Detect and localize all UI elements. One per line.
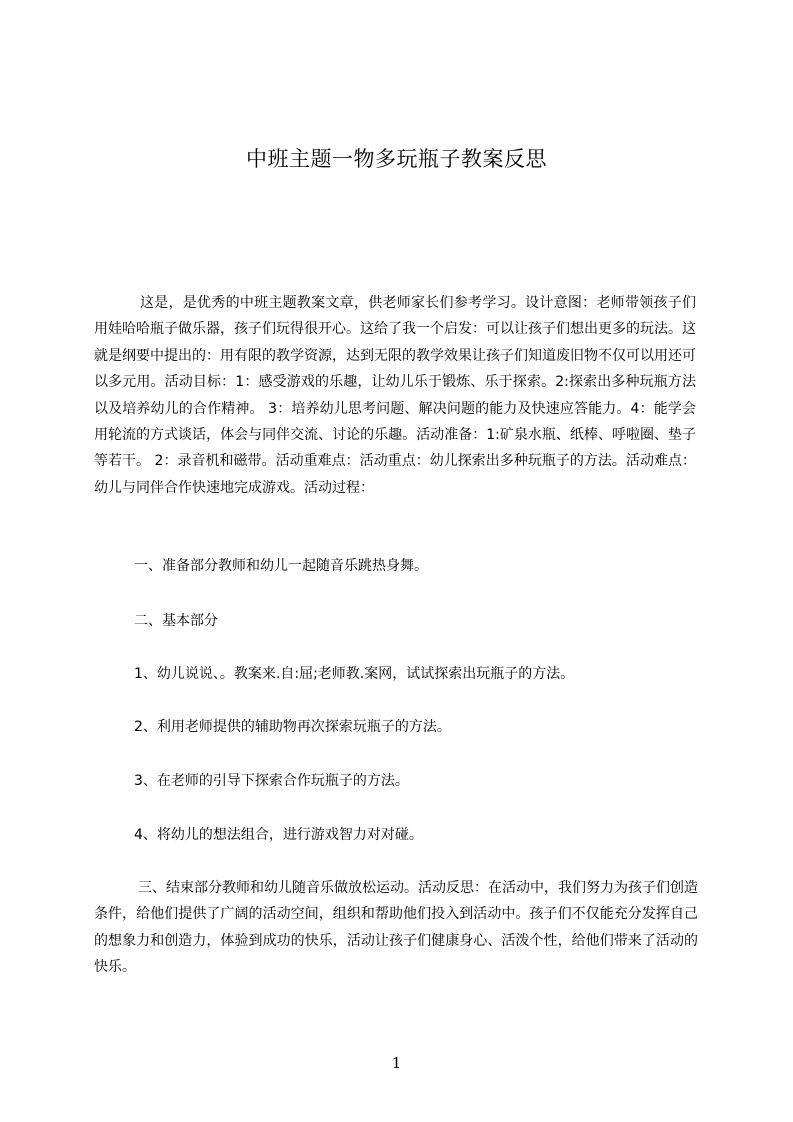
closing-paragraph: 三、结束部分教师和幼儿随音乐做放松运动。活动反思：在活动中，我们努力为孩子们创造条件，给他们提供了广阔的活动空间，组织和帮助他们投入到活动中。孩子们不仅能充分发挥自己的想象力和创造力，体验到成功的快乐，活动让孩子们健康身心、活泼个性，给他们带来了活动的快乐。 <box>94 880 698 976</box>
step-2: 2、利用老师提供的辅助物再次探索玩瓶子的方法。 <box>134 719 451 735</box>
section-basic: 二、基本部分 <box>134 613 218 629</box>
step-3: 3、在老师的引导下探索合作玩瓶子的方法。 <box>134 773 409 789</box>
section-preparation: 一、准备部分教师和幼儿一起随音乐跳热身舞。 <box>134 558 428 574</box>
document-title: 中班主题一物多玩瓶子教案反思 <box>246 147 547 171</box>
intro-paragraph: 这是，是优秀的中班主题教案文章，供老师家长们参考学习。设计意图：老师带领孩子们用娃哈哈瓶子做乐器，孩子们玩得很开心。这给了我一个启发：可以让孩子们想出更多的玩法。这就是纲要中提出的：用有限的教学资源，达到无限的教学效果让孩子们知道废旧物不仅可以用还可以多元用。活动目标：1：感受游戏的乐趣，让幼儿乐于锻炼、乐于探索。2:探索出多种玩瓶方法以及培养幼儿的合作精神。 3：培养幼儿思考问题、解决问题的能力及快速应答能力。4：能学会用轮流的方式谈话，体会与同伴交流、讨论的乐趣。活动准备：1:矿泉水瓶、纸棒、呼啦圈、垫子等若干。 2：录音机和磁带。活动重难点：活动重点：幼儿探索出多种玩瓶子的方法。活动难点：幼儿与同伴合作快速地完成游戏。活动过程： <box>94 295 696 496</box>
step-4: 4、将幼儿的想法组合，进行游戏智力对对碰。 <box>134 827 423 843</box>
step-1: 1、幼儿说说、。教案来.自:屈;老师教.案网，试试探索出玩瓶子的方法。 <box>134 666 575 682</box>
page-number: 1 <box>391 1054 402 1072</box>
